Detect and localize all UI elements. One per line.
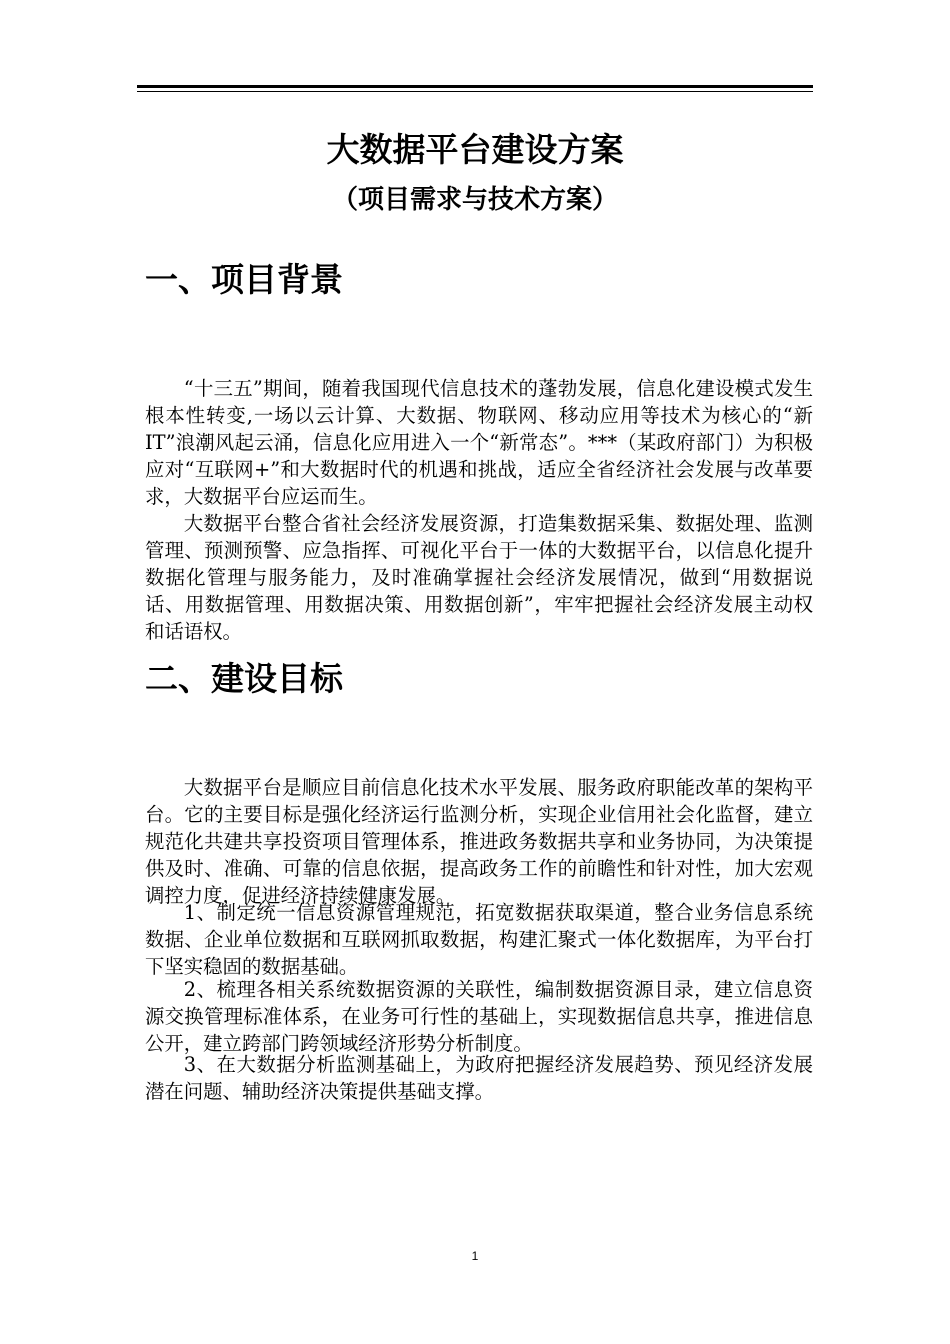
section-heading-goals: 二、建设目标 — [145, 659, 343, 698]
document-title: 大数据平台建设方案 — [326, 130, 624, 169]
header-rule-thin — [137, 91, 813, 92]
page-number: 1 — [471, 1249, 479, 1263]
paragraph-background-1: “十三五”期间，随着我国现代信息技术的蓬勃发展，信息化建设模式发生根本性转变,一场以云计算、大数据、物联网、移动应用等技术为核心的“新 IT”浪潮风起云涌，信息化应用进入一个“新常态”。***（某政府部门）为积极应对“互联网+”和大数据时代的机遇和挑战，适应全省经济社会发展与改革要求，大数据平台应运而生。 — [145, 377, 813, 508]
paragraph-goals-2: 1、制定统一信息资源管理规范，拓宽数据获取渠道，整合业务信息系统数据、企业单位数据和互联网抓取数据，构建汇聚式一体化数据库，为平台打下坚实稳固的数据基础。 — [145, 901, 813, 978]
paragraph-goals-1: 大数据平台是顺应目前信息化技术水平发展、服务政府职能改革的架构平台。它的主要目标是强化经济运行监测分析，实现企业信用社会化监督，建立规范化共建共享投资项目管理体系，推进政务数据共享和业务协同，为决策提供及时、准确、可靠的信息依据，提高政务工作的前瞻性和针对性，加大宏观调控力度，促进经济持续健康发展。 — [145, 776, 813, 907]
header-rule-thick — [137, 85, 813, 88]
section-heading-background: 一、项目背景 — [145, 260, 343, 299]
paragraph-background-2: 大数据平台整合省社会经济发展资源，打造集数据采集、数据处理、监测管理、预测预警、应急指挥、可视化平台于一体的大数据平台，以信息化提升数据化管理与服务能力，及时准确掌握社会经济发展情况，做到“用数据说话、用数据管理、用数据决策、用数据创新”，牢牢把握社会经济发展主动权和话语权。 — [145, 512, 813, 643]
document-subtitle: （项目需求与技术方案） — [331, 185, 618, 215]
paragraph-goals-4: 3、在大数据分析监测基础上，为政府把握经济发展趋势、预见经济发展潜在问题、辅助经济决策提供基础支撑。 — [145, 1053, 813, 1103]
paragraph-goals-3: 2、梳理各相关系统数据资源的关联性，编制数据资源目录，建立信息资源交换管理标准体系，在业务可行性的基础上，实现数据信息共享，推进信息公开，建立跨部门跨领域经济形势分析制度。 — [145, 978, 813, 1055]
